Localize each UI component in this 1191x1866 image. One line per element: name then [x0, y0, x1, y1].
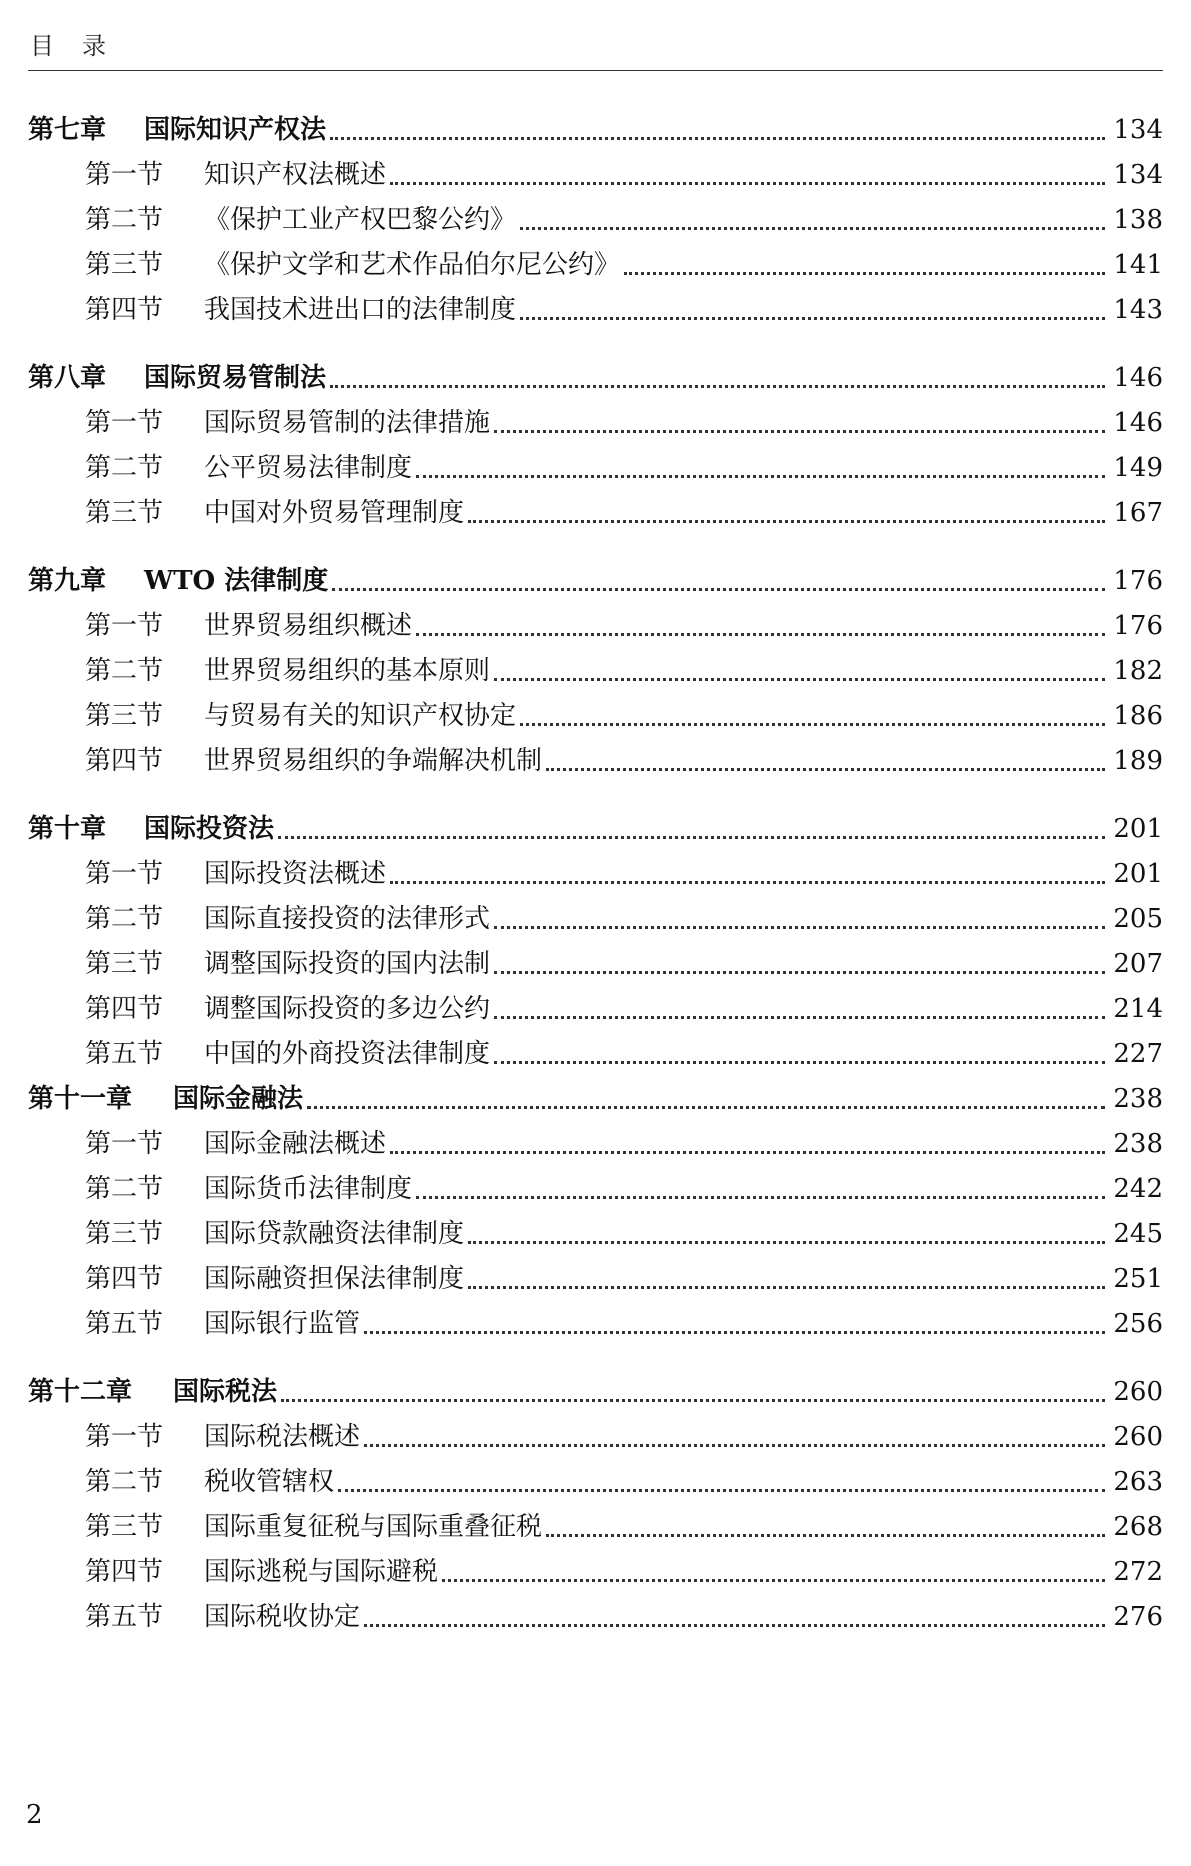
- page-number: 205: [1113, 904, 1163, 934]
- section-entry[interactable]: [28, 198, 1163, 243]
- chapter-number: 第十章: [28, 814, 107, 844]
- dot-leader: [546, 768, 1105, 771]
- section-entry[interactable]: [28, 1212, 1163, 1257]
- chapter-number: 第十一章: [28, 1084, 133, 1114]
- section-title: 国际投资法概述: [204, 859, 387, 889]
- page-number: 176: [1113, 566, 1163, 596]
- chapter-block: [28, 1370, 1163, 1640]
- page-number: 146: [1113, 363, 1163, 393]
- chapter-title: 国际贸易管制法: [144, 363, 327, 393]
- section-entry[interactable]: [28, 987, 1163, 1032]
- page-number: 251: [1113, 1264, 1163, 1294]
- page-number: 141: [1113, 250, 1163, 280]
- section-entry[interactable]: [28, 401, 1163, 446]
- section-number: 第四节: [85, 994, 164, 1024]
- section-title: 《保护文学和艺术作品伯尔尼公约》: [204, 250, 621, 280]
- page-number: 167: [1113, 498, 1163, 528]
- section-number: 第二节: [85, 904, 164, 934]
- chapter-title: 国际税法: [173, 1377, 278, 1407]
- section-number: 第五节: [85, 1039, 164, 1069]
- dot-leader: [390, 1151, 1105, 1154]
- section-entry[interactable]: [28, 942, 1163, 987]
- dot-leader: [364, 1331, 1105, 1334]
- section-number: 第五节: [85, 1602, 164, 1632]
- section-number: 第五节: [85, 1309, 164, 1339]
- section-title: 与贸易有关的知识产权协定: [204, 701, 517, 731]
- section-title: 国际税收协定: [204, 1602, 361, 1632]
- dot-leader: [468, 1241, 1105, 1244]
- section-title: 国际逃税与国际避税: [204, 1557, 439, 1587]
- section-number: 第一节: [85, 408, 164, 438]
- page-number: 146: [1113, 408, 1163, 438]
- page-number: 149: [1113, 453, 1163, 483]
- section-entry[interactable]: [28, 852, 1163, 897]
- section-entry[interactable]: [28, 604, 1163, 649]
- chapter-number: 第九章: [28, 566, 107, 596]
- dot-leader: [364, 1444, 1105, 1447]
- section-number: 第四节: [85, 1557, 164, 1587]
- section-title: 国际重复征税与国际重叠征税: [204, 1512, 543, 1542]
- section-entry[interactable]: [28, 1505, 1163, 1550]
- page-number: 189: [1113, 746, 1163, 776]
- page-number: 176: [1113, 611, 1163, 641]
- section-title: 《保护工业产权巴黎公约》: [204, 205, 517, 235]
- chapter-block: [28, 807, 1163, 1077]
- section-number: 第三节: [85, 1219, 164, 1249]
- page-number: 207: [1113, 949, 1163, 979]
- page-number: 201: [1113, 814, 1163, 844]
- section-title: 国际税法概述: [204, 1422, 361, 1452]
- page-number: 272: [1113, 1557, 1163, 1587]
- section-title: 国际货币法律制度: [204, 1174, 413, 1204]
- section-entry[interactable]: [28, 649, 1163, 694]
- section-entry[interactable]: [28, 1302, 1163, 1347]
- chapter-title: 国际知识产权法: [144, 115, 327, 145]
- section-number: 第二节: [85, 453, 164, 483]
- page-number: 263: [1113, 1467, 1163, 1497]
- chapter-entry[interactable]: [28, 356, 1163, 401]
- section-title: 世界贸易组织概述: [204, 611, 413, 641]
- page-number: 214: [1113, 994, 1163, 1024]
- chapter-entry[interactable]: [28, 559, 1163, 604]
- dot-leader: [494, 926, 1105, 929]
- section-entry[interactable]: [28, 739, 1163, 784]
- dot-leader: [307, 1106, 1105, 1109]
- section-number: 第三节: [85, 949, 164, 979]
- page-number: 260: [1113, 1377, 1163, 1407]
- section-entry[interactable]: [28, 1595, 1163, 1640]
- page-number: 143: [1113, 295, 1163, 325]
- section-number: 第一节: [85, 859, 164, 889]
- chapter-title: 国际金融法: [173, 1084, 304, 1114]
- dot-leader: [624, 272, 1105, 275]
- chapter-title: WTO 法律制度: [144, 566, 329, 596]
- section-entry[interactable]: [28, 897, 1163, 942]
- dot-leader: [520, 723, 1105, 726]
- section-number: 第二节: [85, 1174, 164, 1204]
- section-entry[interactable]: [28, 1550, 1163, 1595]
- page-number: 227: [1113, 1039, 1163, 1069]
- dot-leader: [520, 227, 1105, 230]
- section-entry[interactable]: [28, 1257, 1163, 1302]
- page-number: 276: [1113, 1602, 1163, 1632]
- section-entry[interactable]: [28, 491, 1163, 536]
- chapter-entry[interactable]: [28, 108, 1163, 153]
- page-number: 256: [1113, 1309, 1163, 1339]
- chapter-number: 第七章: [28, 115, 107, 145]
- chapter-entry[interactable]: [28, 1370, 1163, 1415]
- section-title: 国际直接投资的法律形式: [204, 904, 491, 934]
- dot-leader: [468, 1286, 1105, 1289]
- dot-leader: [494, 1016, 1105, 1019]
- page-number: 245: [1113, 1219, 1163, 1249]
- page-number: 138: [1113, 205, 1163, 235]
- section-number: 第四节: [85, 746, 164, 776]
- section-number: 第一节: [85, 160, 164, 190]
- section-entry[interactable]: [28, 1167, 1163, 1212]
- section-title: 国际贷款融资法律制度: [204, 1219, 465, 1249]
- dot-leader: [494, 971, 1105, 974]
- dot-leader: [494, 678, 1105, 681]
- chapter-block: [28, 1077, 1163, 1347]
- page-number: 201: [1113, 859, 1163, 889]
- section-entry[interactable]: [28, 1032, 1163, 1077]
- section-number: 第一节: [85, 611, 164, 641]
- section-number: 第三节: [85, 1512, 164, 1542]
- page-number: 134: [1113, 160, 1163, 190]
- page-number: 260: [1113, 1422, 1163, 1452]
- table-of-contents: [28, 108, 1163, 1663]
- section-number: 第一节: [85, 1129, 164, 1159]
- section-entry[interactable]: [28, 288, 1163, 333]
- dot-leader: [281, 1399, 1105, 1402]
- section-number: 第二节: [85, 205, 164, 235]
- dot-leader: [442, 1579, 1105, 1582]
- section-number: 第四节: [85, 295, 164, 325]
- chapter-block: [28, 356, 1163, 536]
- section-entry[interactable]: [28, 694, 1163, 739]
- section-title: 中国对外贸易管理制度: [204, 498, 465, 528]
- section-entry[interactable]: [28, 243, 1163, 288]
- dot-leader: [332, 588, 1105, 591]
- chapter-number: 第八章: [28, 363, 107, 393]
- section-title: 国际贸易管制的法律措施: [204, 408, 491, 438]
- section-title: 世界贸易组织的争端解决机制: [204, 746, 543, 776]
- dot-leader: [468, 520, 1105, 523]
- page-number: 238: [1113, 1084, 1163, 1114]
- section-number: 第二节: [85, 656, 164, 686]
- page-number: 186: [1113, 701, 1163, 731]
- dot-leader: [546, 1534, 1105, 1537]
- section-title: 公平贸易法律制度: [204, 453, 413, 483]
- chapter-entry[interactable]: [28, 1077, 1163, 1122]
- chapter-block: [28, 108, 1163, 333]
- section-number: 第三节: [85, 250, 164, 280]
- section-title: 国际银行监管: [204, 1309, 361, 1339]
- section-title: 国际金融法概述: [204, 1129, 387, 1159]
- section-title: 国际融资担保法律制度: [204, 1264, 465, 1294]
- section-number: 第四节: [85, 1264, 164, 1294]
- section-number: 第三节: [85, 498, 164, 528]
- section-entry[interactable]: [28, 446, 1163, 491]
- page-folio: 2: [26, 1800, 43, 1830]
- dot-leader: [390, 881, 1105, 884]
- page-number: 238: [1113, 1129, 1163, 1159]
- section-number: 第二节: [85, 1467, 164, 1497]
- section-title: 税收管辖权: [204, 1467, 335, 1497]
- chapter-entry[interactable]: [28, 807, 1163, 852]
- page-number: 268: [1113, 1512, 1163, 1542]
- chapter-title: 国际投资法: [144, 814, 275, 844]
- dot-leader: [494, 430, 1105, 433]
- page-number: 134: [1113, 115, 1163, 145]
- chapter-block: [28, 559, 1163, 784]
- section-title: 知识产权法概述: [204, 160, 387, 190]
- section-entry[interactable]: [28, 1415, 1163, 1460]
- dot-leader: [416, 633, 1105, 636]
- section-entry[interactable]: [28, 153, 1163, 198]
- dot-leader: [338, 1489, 1105, 1492]
- section-title: 调整国际投资的国内法制: [204, 949, 491, 979]
- dot-leader: [278, 836, 1105, 839]
- header-rule: [28, 70, 1163, 71]
- dot-leader: [364, 1624, 1105, 1627]
- running-head: 目录: [30, 32, 134, 60]
- dot-leader: [390, 182, 1105, 185]
- section-number: 第三节: [85, 701, 164, 731]
- dot-leader: [520, 317, 1105, 320]
- dot-leader: [330, 137, 1105, 140]
- section-title: 中国的外商投资法律制度: [204, 1039, 491, 1069]
- section-entry[interactable]: [28, 1460, 1163, 1505]
- section-number: 第一节: [85, 1422, 164, 1452]
- dot-leader: [416, 475, 1105, 478]
- page-number: 242: [1113, 1174, 1163, 1204]
- section-title: 调整国际投资的多边公约: [204, 994, 491, 1024]
- section-title: 世界贸易组织的基本原则: [204, 656, 491, 686]
- section-title: 我国技术进出口的法律制度: [204, 295, 517, 325]
- section-entry[interactable]: [28, 1122, 1163, 1167]
- chapter-number: 第十二章: [28, 1377, 133, 1407]
- dot-leader: [416, 1196, 1105, 1199]
- page-number: 182: [1113, 656, 1163, 686]
- dot-leader: [330, 385, 1105, 388]
- dot-leader: [494, 1061, 1105, 1064]
